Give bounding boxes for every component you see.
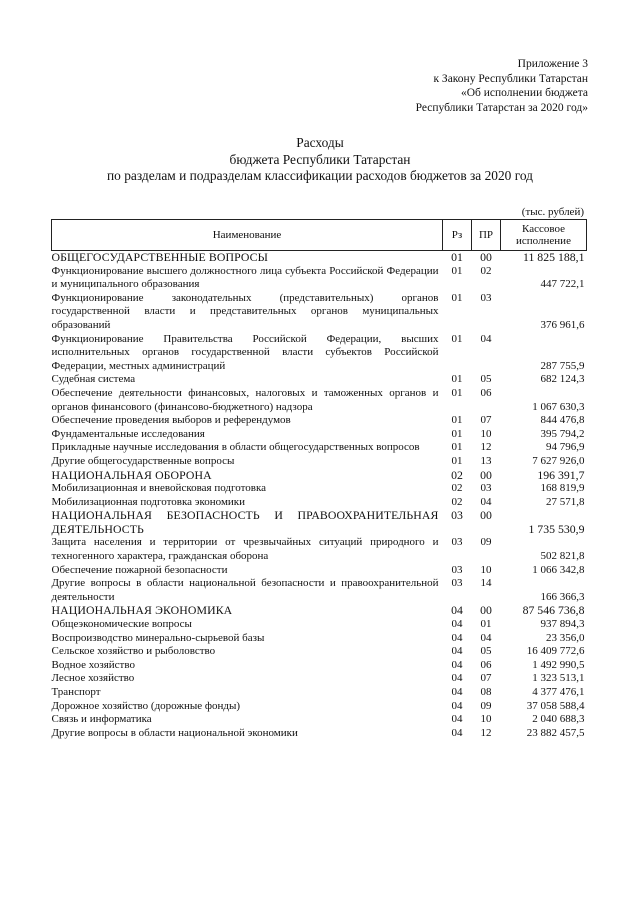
cell-rz: 01: [451, 332, 463, 345]
cell-rz: 01: [451, 250, 463, 264]
cell-pr: 12: [480, 726, 492, 739]
cell-sum: 395 794,2: [540, 427, 585, 440]
cell-name: Обеспечение проведения выборов и референдумов: [51, 414, 291, 427]
cell-sum: 11 825 188,1: [523, 250, 585, 264]
cell-pr: 09: [480, 699, 492, 712]
cell-rz: 01: [451, 264, 463, 277]
cell-name: НАЦИОНАЛЬНАЯ БЕЗОПАСНОСТЬ И ПРАВООХРАНИТЕЛЬНАЯ ДЕЯТЕЛЬНОСТЬ: [51, 508, 439, 536]
cell-name: Общеэкономические вопросы: [51, 618, 192, 631]
cell-name: Функционирование Правительства Российской Федерации, высших исполнительных органов государственной власти субъектов Российской Федерации, местных администраций: [51, 332, 439, 372]
cell-pr: 13: [480, 454, 492, 467]
cell-rz: 01: [451, 291, 463, 304]
table-row: [52, 482, 587, 496]
cell-pr: 04: [480, 495, 492, 508]
section-row: [52, 251, 587, 265]
cell-rz: 02: [451, 495, 463, 508]
cell-rz: 04: [451, 726, 463, 739]
table-row: [52, 387, 587, 414]
cell-pr: 02: [480, 264, 492, 277]
cell-pr: 00: [480, 250, 492, 264]
cell-name: Другие вопросы в области национальной безопасности и правоохранительной деятельности: [51, 577, 439, 603]
cell-pr: 00: [480, 603, 492, 618]
cell-rz: 04: [451, 603, 463, 618]
cell-pr: 04: [480, 631, 492, 644]
cell-rz: 04: [451, 658, 463, 671]
cell-name: Сельское хозяйство и рыболовство: [51, 645, 216, 658]
cell-name: Функционирование высшего должностного лица субъекта Российской Федерации и муниципального образования: [51, 264, 439, 291]
cell-sum: 166 366,3: [540, 590, 585, 603]
appendix-line: «Об исполнении бюджета: [460, 87, 588, 100]
cell-sum: 23 356,0: [546, 631, 585, 644]
cell-sum: 94 796,9: [546, 441, 585, 454]
table-row: [52, 618, 587, 632]
header-sum: Кассовое исполнение: [501, 220, 587, 251]
cell-rz: 04: [451, 645, 463, 658]
cell-name: Другие вопросы в области национальной экономики: [51, 726, 298, 739]
cell-pr: 09: [480, 536, 492, 549]
cell-rz: 04: [451, 699, 463, 712]
cell-sum: 27 571,8: [546, 495, 585, 508]
table-row: [52, 713, 587, 727]
cell-rz: 04: [451, 631, 463, 644]
table-row: [52, 727, 587, 741]
cell-sum: 1 323 513,1: [532, 672, 585, 685]
table-row: [52, 265, 587, 292]
cell-pr: 05: [480, 645, 492, 658]
section-row: [52, 469, 587, 483]
cell-pr: 04: [480, 332, 492, 345]
appendix-line: Республики Татарстан за 2020 год»: [415, 101, 588, 114]
cell-name: Лесное хозяйство: [51, 672, 135, 685]
document-title: [0, 135, 640, 185]
table-row: [52, 536, 587, 563]
cell-name: Другие общегосударственные вопросы: [51, 454, 235, 467]
cell-name: Защита населения и территории от чрезвычайных ситуаций природного и техногенного характера, гражданская оборона: [51, 536, 439, 563]
cell-pr: 10: [480, 563, 492, 576]
cell-sum: 844 476,8: [540, 414, 585, 427]
appendix-header: [416, 57, 588, 115]
section-row: [52, 509, 587, 536]
cell-pr: 01: [480, 618, 492, 631]
units-label: (тыс. рублей): [521, 206, 584, 218]
cell-pr: 10: [480, 427, 492, 440]
cell-sum: 447 722,1: [540, 278, 585, 291]
table-row: [52, 373, 587, 387]
table-row: [52, 632, 587, 646]
header-rz: Рз: [443, 220, 472, 251]
cell-pr: 12: [480, 441, 492, 454]
cell-pr: 14: [480, 577, 492, 590]
cell-name: Водное хозяйство: [51, 658, 135, 671]
header-pr: ПР: [472, 220, 501, 251]
table-row: [52, 496, 587, 510]
cell-name: Дорожное хозяйство (дорожные фонды): [51, 699, 241, 712]
title-line: Расходы: [296, 135, 344, 150]
cell-sum: 682 124,3: [540, 373, 585, 386]
cell-sum: 937 894,3: [540, 618, 585, 631]
table-body: [52, 251, 587, 741]
title-line: бюджета Республики Татарстан: [229, 151, 411, 167]
cell-sum: 37 058 588,4: [526, 699, 585, 712]
cell-name: НАЦИОНАЛЬНАЯ ЭКОНОМИКА: [51, 603, 233, 618]
appendix-line: Приложение 3: [517, 58, 588, 70]
cell-sum: 7 627 926,0: [532, 454, 585, 467]
cell-sum: 168 819,9: [540, 482, 585, 495]
table-row: [52, 292, 587, 333]
cell-rz: 03: [451, 508, 463, 523]
cell-rz: 01: [451, 373, 463, 386]
cell-sum: 1 067 630,3: [532, 400, 585, 413]
appendix-line: к Закону Республики Татарстан: [433, 72, 588, 85]
cell-name: Транспорт: [51, 686, 101, 698]
cell-sum: 87 546 736,8: [522, 603, 585, 618]
table-row: [52, 564, 587, 578]
cell-pr: 03: [480, 291, 492, 304]
cell-name: Фундаментальные исследования: [51, 427, 205, 440]
cell-sum: 376 961,6: [540, 318, 585, 331]
cell-sum: 1 066 342,8: [532, 563, 585, 576]
cell-sum: 287 755,9: [540, 359, 585, 372]
cell-sum: 23 882 457,5: [526, 726, 585, 739]
cell-rz: 01: [451, 427, 463, 440]
cell-sum: 4 377 476,1: [532, 686, 585, 698]
cell-name: Обеспечение пожарной безопасности: [51, 563, 228, 576]
cell-pr: 07: [480, 414, 492, 427]
cell-pr: 05: [480, 373, 492, 386]
cell-rz: 04: [451, 686, 463, 698]
cell-name: Связь и информатика: [51, 713, 152, 726]
cell-name: Мобилизационная и вневойсковая подготовка: [51, 482, 267, 495]
cell-name: Прикладные научные исследования в области общегосударственных вопросов: [51, 441, 420, 454]
expenditure-table: [51, 219, 587, 740]
table-row: [52, 659, 587, 673]
cell-pr: 06: [480, 386, 492, 399]
header-name: Наименование: [52, 220, 443, 251]
cell-rz: 03: [451, 536, 463, 549]
cell-rz: 03: [451, 563, 463, 576]
table-row: [52, 441, 587, 455]
cell-sum: 1 735 530,9: [528, 521, 585, 536]
table-row: [52, 455, 587, 469]
cell-name: Функционирование законодательных (представительных) органов государственной власти и представительных органов муниципальных образований: [51, 291, 439, 331]
cell-rz: 01: [451, 454, 463, 467]
cell-rz: 01: [451, 414, 463, 427]
cell-rz: 02: [451, 482, 463, 495]
table-row: [52, 428, 587, 442]
table-row: [52, 333, 587, 374]
cell-rz: 02: [451, 467, 463, 482]
cell-pr: 07: [480, 672, 492, 685]
cell-sum: 1 492 990,5: [532, 658, 585, 671]
cell-sum: 196 391,7: [537, 467, 585, 482]
cell-sum: 502 821,8: [540, 550, 585, 563]
cell-rz: 01: [451, 386, 463, 399]
cell-rz: 04: [451, 672, 463, 685]
cell-name: Мобилизационная подготовка экономики: [51, 495, 246, 508]
cell-pr: 00: [480, 467, 492, 482]
table-row: [52, 700, 587, 714]
cell-name: Обеспечение деятельности финансовых, налоговых и таможенных органов и органов финансового (финансово-бюджетного) надзора: [51, 386, 439, 413]
table-row: [52, 414, 587, 428]
cell-name: Воспроизводство минерально-сырьевой базы: [51, 631, 265, 644]
cell-rz: 04: [451, 713, 463, 726]
cell-rz: 04: [451, 618, 463, 631]
cell-pr: 00: [480, 508, 492, 523]
cell-sum: 2 040 688,3: [532, 713, 585, 726]
cell-pr: 08: [480, 686, 492, 698]
title-line: по разделам и подразделам классификации расходов бюджетов за 2020 год: [107, 168, 533, 184]
cell-pr: 06: [480, 658, 492, 671]
table-row: [52, 686, 587, 700]
table-row: [52, 577, 587, 604]
cell-sum: 16 409 772,6: [526, 645, 585, 658]
cell-rz: 03: [451, 577, 463, 590]
cell-name: Судебная система: [51, 373, 136, 386]
cell-name: НАЦИОНАЛЬНАЯ ОБОРОНА: [51, 467, 212, 482]
cell-rz: 01: [451, 441, 463, 454]
table-header-row: [52, 220, 587, 251]
cell-pr: 10: [480, 713, 492, 726]
section-row: [52, 604, 587, 618]
table-row: [52, 672, 587, 686]
cell-pr: 03: [480, 482, 492, 495]
cell-name: ОБЩЕГОСУДАРСТВЕННЫЕ ВОПРОСЫ: [51, 250, 268, 264]
table-row: [52, 645, 587, 659]
